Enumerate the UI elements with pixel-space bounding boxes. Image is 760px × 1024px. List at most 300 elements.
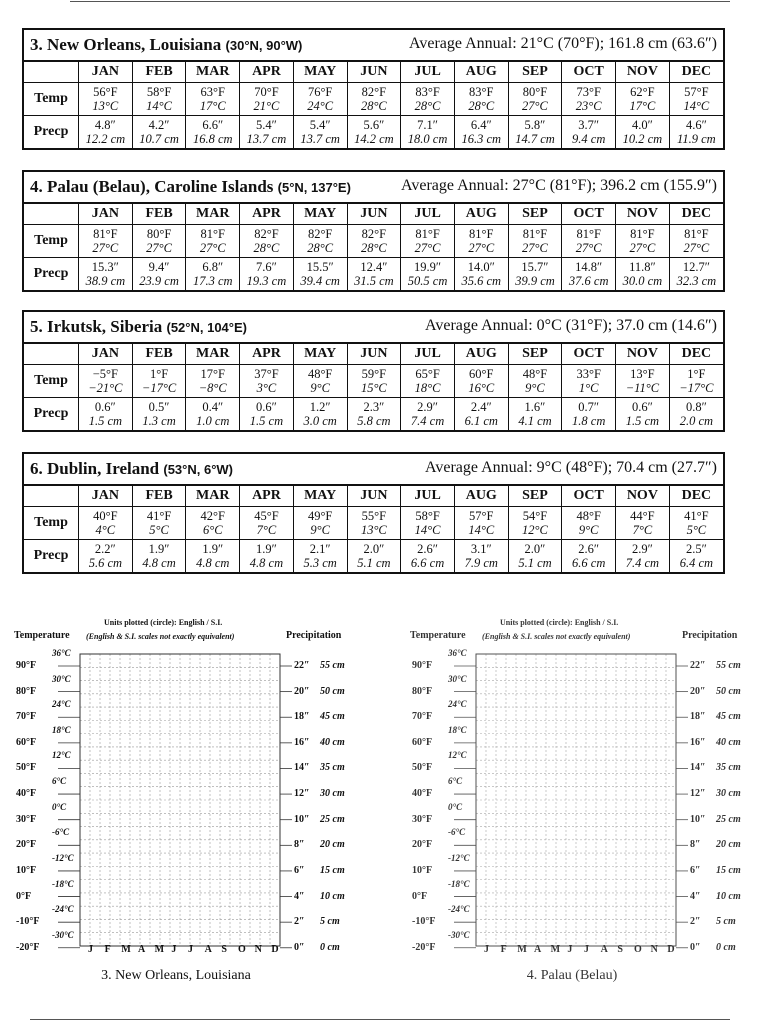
month-header: JUN (347, 204, 401, 225)
graph-caption: 4. Palau (Belau) (526, 968, 618, 983)
temp-row-label: Temp (24, 507, 79, 540)
temp-f: 80°F (522, 85, 548, 99)
precip-cm: 30.0 cm (622, 274, 663, 288)
fahrenheit-tick: 20°F (412, 839, 433, 851)
precip-in: 1.9″ (256, 542, 277, 556)
precip-in: 2.9″ (417, 400, 438, 414)
corner-cell (24, 344, 79, 365)
precip-cell (562, 258, 616, 291)
celsius-tick: 36°C (52, 648, 71, 658)
month-letter: A (138, 944, 146, 955)
precip-cm: 50.5 cm (407, 274, 448, 288)
temp-f: 42°F (200, 509, 225, 523)
precip-cell (347, 258, 401, 291)
temp-f: 56°F (93, 85, 118, 99)
temp-cell (562, 225, 616, 258)
temp-c: 12°C (522, 523, 548, 537)
month-letter: M (517, 944, 527, 955)
precip-in: 12.7″ (682, 260, 710, 274)
precip-in: 2.5″ (685, 542, 707, 556)
temp-f: 82°F (361, 227, 387, 241)
temp-c: 14°C (414, 523, 441, 537)
temp-f: 81°F (93, 227, 118, 241)
month-letter: A (204, 944, 212, 955)
celsius-tick: -30°C (52, 929, 74, 940)
month-header: JUL (401, 486, 455, 507)
month-header: APR (240, 344, 294, 365)
temp-row (24, 365, 723, 398)
month-header: MAY (293, 204, 347, 225)
precip-cm-tick: 20 cm (320, 839, 345, 851)
temp-f: 81°F (684, 227, 709, 241)
precip-cell (562, 398, 616, 431)
temp-c: 9°C (310, 381, 330, 395)
precip-inch-tick: 16″ (294, 736, 310, 748)
temp-cell (132, 83, 186, 116)
temp-f: 81°F (415, 227, 440, 241)
precip-inch-tick: 18″ (294, 711, 310, 723)
precip-cm-tick: 55 cm (320, 660, 345, 671)
precip-in: 0.6″ (631, 400, 653, 414)
temp-cell (293, 83, 347, 116)
temp-c: 27°C (92, 241, 119, 255)
precip-cm: 35.6 cm (461, 274, 502, 288)
precip-in: 7.6″ (256, 260, 277, 274)
bottom-rule (30, 1019, 730, 1020)
fahrenheit-tick: 70°F (16, 711, 37, 723)
precip-cm: 16.3 cm (461, 132, 502, 146)
station-title: 5. Irkutsk, Siberia (30, 317, 163, 336)
precip-cm: 5.1 cm (357, 556, 391, 570)
temp-c: 6°C (202, 523, 223, 537)
month-header: APR (240, 486, 294, 507)
fahrenheit-tick: 20°F (16, 839, 37, 851)
precip-inch-tick: 22″ (294, 660, 310, 671)
month-letter: J (484, 944, 489, 955)
temp-cell (562, 83, 616, 116)
temp-cell (454, 83, 508, 116)
precip-in: 4.8″ (94, 118, 116, 132)
month-letter: J (88, 944, 93, 955)
precip-in: 5.8″ (524, 118, 546, 132)
temp-c: −11°C (625, 381, 660, 395)
month-header: APR (240, 62, 294, 83)
temp-cell (186, 83, 240, 116)
precip-cell (293, 116, 347, 149)
temp-f: 83°F (469, 85, 494, 99)
month-letter: N (254, 944, 262, 955)
temp-f: 54°F (522, 509, 548, 523)
station-title: 6. Dublin, Ireland (30, 459, 160, 478)
temp-c: 17°C (629, 99, 656, 113)
precip-cell (508, 398, 562, 431)
temp-cell (79, 365, 133, 398)
precip-cell (293, 398, 347, 431)
temp-f: 41°F (146, 509, 172, 523)
temp-cell (240, 365, 294, 398)
temp-cell (293, 507, 347, 540)
temp-f: 81°F (522, 227, 548, 241)
precip-cm-tick: 0 cm (320, 941, 340, 953)
temp-c: 18°C (414, 381, 441, 395)
precip-inch-tick: 10″ (294, 813, 310, 825)
precip-inch-tick: 0″ (294, 941, 305, 953)
temp-c: 28°C (468, 99, 495, 113)
precip-cell (401, 116, 455, 149)
month-header: OCT (562, 344, 616, 365)
precip-cm-tick: 25 cm (320, 813, 345, 825)
precip-cell (293, 258, 347, 291)
temp-cell (132, 225, 186, 258)
month-letter: O (634, 944, 642, 955)
precip-cm: 17.3 cm (192, 274, 233, 288)
precip-inch-tick: 12″ (294, 788, 310, 800)
temp-f: 83°F (415, 85, 440, 99)
temp-cell (669, 225, 723, 258)
precip-cell (79, 116, 133, 149)
temp-f: 62°F (630, 85, 655, 99)
temp-c: 28°C (360, 99, 387, 113)
celsius-tick: 18°C (52, 724, 71, 735)
month-letter: O (238, 944, 246, 955)
celsius-tick: -18°C (448, 878, 470, 889)
precip-inch-tick: 16″ (690, 736, 706, 748)
fahrenheit-tick: -20°F (16, 941, 40, 953)
precip-in: 6.6″ (202, 118, 224, 132)
temp-f: 48°F (307, 367, 333, 381)
temp-cell (240, 507, 294, 540)
precip-cm: 4.8 cm (249, 556, 284, 570)
temp-cell (240, 83, 294, 116)
precip-in: 2.9″ (631, 542, 653, 556)
climate-table (24, 62, 723, 148)
precip-in: 2.2″ (94, 542, 116, 556)
temp-f: 80°F (146, 227, 172, 241)
precip-cm: 12.2 cm (85, 132, 126, 146)
temp-f: 48°F (522, 367, 548, 381)
precip-cell (186, 540, 240, 573)
celsius-tick: 12°C (52, 750, 71, 761)
temp-cell (401, 83, 455, 116)
temp-f: 81°F (576, 227, 601, 241)
temp-c: 3°C (256, 381, 277, 395)
fahrenheit-tick: 40°F (412, 788, 433, 800)
precip-in: 9.4″ (148, 260, 170, 274)
precip-in: 5.6″ (363, 118, 385, 132)
temp-cell (616, 225, 670, 258)
precip-inch-tick: 2″ (690, 916, 701, 928)
precip-inch-tick: 20″ (294, 685, 310, 697)
fahrenheit-tick: 50°F (412, 762, 433, 774)
celsius-tick: 12°C (448, 750, 467, 761)
month-header: DEC (669, 486, 723, 507)
month-letter: J (567, 944, 573, 955)
temp-cell (132, 365, 186, 398)
celsius-tick: 0°C (448, 801, 463, 812)
precip-cm: 7.4 cm (410, 414, 445, 428)
precip-cm: 4.1 cm (518, 414, 552, 428)
station-coordinates: (53°N, 6°W) (163, 462, 234, 477)
fahrenheit-tick: -10°F (16, 916, 40, 928)
temp-row (24, 83, 723, 116)
precip-row-label: Precp (24, 540, 79, 573)
month-header: JUN (347, 486, 401, 507)
temp-f: 37°F (254, 367, 279, 381)
precip-inch-tick: 0″ (690, 941, 701, 953)
month-header: MAY (293, 344, 347, 365)
annual-average: Average Annual: 21°C (70°F); 161.8 cm (63.6″) (409, 35, 717, 52)
precip-in: 5.4″ (256, 118, 277, 132)
temp-c: 15°C (360, 381, 387, 395)
month-header: JUL (401, 62, 455, 83)
precip-in: 0.5″ (148, 400, 170, 414)
precip-cm: 1.8 cm (572, 414, 606, 428)
precip-cell (562, 116, 616, 149)
month-header: JAN (79, 344, 133, 365)
precip-cm: 19.3 cm (246, 274, 287, 288)
precip-cm: 5.8 cm (357, 414, 391, 428)
month-header: AUG (454, 204, 508, 225)
temp-cell (508, 365, 562, 398)
precip-cm: 2.0 cm (679, 414, 714, 428)
temp-f: 58°F (415, 509, 440, 523)
precip-cm: 23.9 cm (139, 274, 179, 288)
precip-in: 1.2″ (309, 400, 331, 414)
precip-cm-tick: 25 cm (716, 813, 741, 825)
corner-cell (24, 486, 79, 507)
precip-cm: 32.3 cm (676, 274, 717, 288)
month-header: SEP (508, 344, 562, 365)
precip-cm: 38.9 cm (85, 274, 126, 288)
precip-in: 3.1″ (470, 542, 492, 556)
precip-cm-tick: 50 cm (716, 685, 741, 697)
precip-in: 1.9″ (148, 542, 170, 556)
fahrenheit-tick: 10°F (412, 864, 433, 876)
temp-cell (454, 225, 508, 258)
station-title: 3. New Orleans, Louisiana (30, 35, 222, 54)
celsius-tick: 24°C (52, 699, 71, 710)
temp-c: 16°C (468, 381, 495, 395)
precip-cm: 1.5 cm (625, 414, 660, 428)
precip-cm-tick: 30 cm (716, 788, 741, 800)
precip-cm: 31.5 cm (354, 274, 394, 288)
precip-row-label: Precp (24, 116, 79, 149)
month-header: AUG (454, 344, 508, 365)
precip-inch-tick: 18″ (690, 711, 706, 723)
temp-row-label: Temp (24, 225, 79, 258)
precip-cell (616, 398, 670, 431)
temp-f: 17°F (200, 367, 225, 381)
precip-cell (669, 258, 723, 291)
fahrenheit-tick: 10°F (16, 864, 37, 876)
temp-f: 63°F (200, 85, 225, 99)
precip-cell (293, 540, 347, 573)
month-header: JUN (347, 62, 401, 83)
temp-f: 81°F (200, 227, 225, 241)
celsius-tick: 30°C (448, 673, 467, 684)
precip-in: 0.6″ (256, 400, 277, 414)
temp-c: 27°C (575, 241, 602, 255)
scales-note: (English & S.I. scales not exactly equivalent) (482, 632, 631, 641)
temp-c: 24°C (307, 99, 334, 113)
precip-in: 11.8″ (629, 260, 656, 274)
precip-cell (669, 398, 723, 431)
precip-cell (240, 258, 294, 291)
precip-cm-tick: 5 cm (320, 916, 340, 928)
temp-cell (186, 507, 240, 540)
month-header: NOV (616, 344, 670, 365)
precip-in: 1.9″ (202, 542, 224, 556)
precip-cm: 6.1 cm (464, 414, 498, 428)
month-header: AUG (454, 62, 508, 83)
temp-c: −21°C (88, 381, 123, 395)
precip-cm: 7.4 cm (625, 556, 660, 570)
precip-cell (508, 116, 562, 149)
precip-cm: 1.0 cm (196, 414, 230, 428)
climate-table (24, 204, 723, 290)
month-letter: M (154, 944, 165, 955)
precip-in: 0.8″ (685, 400, 707, 414)
precip-cell (240, 398, 294, 431)
fahrenheit-tick: 0°F (16, 890, 32, 902)
precip-cm: 14.7 cm (515, 132, 555, 146)
month-letter: J (188, 944, 193, 955)
precip-cm-tick: 35 cm (320, 762, 345, 774)
temp-cell (669, 365, 723, 398)
precip-cm-tick: 50 cm (320, 685, 345, 697)
precip-inch-tick: 8″ (690, 839, 701, 851)
temp-f: 70°F (254, 85, 279, 99)
precipitation-axis-label: Precipitation (286, 630, 342, 641)
precip-in: 0.7″ (578, 400, 600, 414)
celsius-tick: -24°C (448, 904, 470, 915)
temperature-axis-label: Temperature (410, 630, 466, 641)
celsius-tick: 36°C (448, 648, 467, 658)
precip-cm-tick: 20 cm (716, 839, 741, 851)
precip-in: 0.6″ (94, 400, 116, 414)
month-letter: F (500, 944, 507, 955)
temp-c: 13°C (92, 99, 119, 113)
month-header: JAN (79, 204, 133, 225)
temp-f: 45°F (254, 509, 279, 523)
month-header: SEP (508, 486, 562, 507)
temp-c: 7°C (632, 523, 653, 537)
temp-f: 58°F (146, 85, 172, 99)
graph-caption: 3. New Orleans, Louisiana (101, 968, 251, 983)
precip-cm: 5.3 cm (303, 556, 337, 570)
temp-c: 17°C (199, 99, 226, 113)
temp-c: 13°C (360, 523, 387, 537)
precip-inch-tick: 4″ (690, 890, 701, 902)
precip-row-label: Precp (24, 398, 79, 431)
temp-cell (401, 365, 455, 398)
precip-inch-tick: 20″ (690, 685, 706, 697)
precip-in: 0.4″ (202, 400, 224, 414)
station-coordinates: (52°N, 104°E) (166, 320, 247, 335)
temp-c: 9°C (525, 381, 545, 395)
precip-inch-tick: 12″ (690, 788, 706, 800)
celsius-tick: -24°C (52, 904, 74, 915)
temp-row-label: Temp (24, 365, 79, 398)
temp-f: 82°F (307, 227, 333, 241)
precip-in: 2.0″ (524, 542, 546, 556)
temp-cell (508, 83, 562, 116)
precip-cm: 3.0 cm (303, 414, 337, 428)
month-header: FEB (132, 204, 186, 225)
month-header: JAN (79, 62, 133, 83)
celsius-tick: -6°C (448, 827, 466, 838)
climate-table (24, 486, 723, 572)
month-header: MAR (186, 344, 240, 365)
temp-c: 14°C (468, 523, 495, 537)
fahrenheit-tick: 30°F (412, 813, 433, 825)
temp-c: 27°C (468, 241, 495, 255)
temp-c: −17°C (679, 381, 714, 395)
annual-average: Average Annual: 27°C (81°F); 396.2 cm (155.9″) (401, 177, 717, 194)
precip-cell (79, 540, 133, 573)
precip-cm-tick: 40 cm (320, 736, 345, 748)
temp-c: 27°C (522, 241, 548, 255)
precip-cm: 16.8 cm (192, 132, 233, 146)
precip-in: 15.3″ (91, 260, 119, 274)
temp-f: −5°F (92, 367, 118, 381)
station-header (24, 30, 723, 62)
precip-cell (508, 258, 562, 291)
fahrenheit-tick: 90°F (16, 660, 37, 671)
precip-cm-tick: 45 cm (320, 711, 345, 723)
precip-cell (347, 540, 401, 573)
precip-inch-tick: 10″ (690, 813, 706, 825)
temp-f: 81°F (469, 227, 494, 241)
precip-in: 6.4″ (470, 118, 492, 132)
precip-cell (669, 540, 723, 573)
precip-inch-tick: 22″ (690, 660, 706, 671)
precip-in: 2.6″ (578, 542, 600, 556)
temp-row (24, 507, 723, 540)
temp-f: 76°F (307, 85, 333, 99)
precip-cm-tick: 15 cm (716, 864, 741, 876)
month-header: JAN (79, 486, 133, 507)
precip-in: 14.8″ (575, 260, 603, 274)
temp-f: 57°F (469, 509, 494, 523)
temp-cell (347, 225, 401, 258)
precip-in: 2.6″ (417, 542, 438, 556)
precip-inch-tick: 14″ (294, 762, 310, 774)
precip-cm: 1.5 cm (88, 414, 123, 428)
temp-cell (508, 225, 562, 258)
month-header-row (24, 62, 723, 83)
precip-cell (616, 258, 670, 291)
precip-cm-tick: 15 cm (320, 864, 345, 876)
precip-cm: 39.4 cm (300, 274, 340, 288)
temp-cell (669, 507, 723, 540)
precip-cell (616, 540, 670, 573)
precip-cell (132, 116, 186, 149)
month-header: DEC (669, 344, 723, 365)
units-plotted: Units plotted (circle): English / S.I. (500, 618, 619, 627)
temp-c: 14°C (683, 99, 710, 113)
celsius-tick: -12°C (448, 852, 470, 863)
station-coordinates: (5°N, 137°E) (277, 180, 351, 195)
precip-cm: 10.7 cm (139, 132, 179, 146)
temp-c: 28°C (414, 99, 441, 113)
precip-cm: 37.6 cm (568, 274, 609, 288)
precip-in: 19.9″ (414, 260, 442, 274)
precip-cm: 4.8 cm (142, 556, 176, 570)
precip-row-label: Precp (24, 258, 79, 291)
precip-cm: 13.7 cm (246, 132, 287, 146)
month-header: OCT (562, 62, 616, 83)
